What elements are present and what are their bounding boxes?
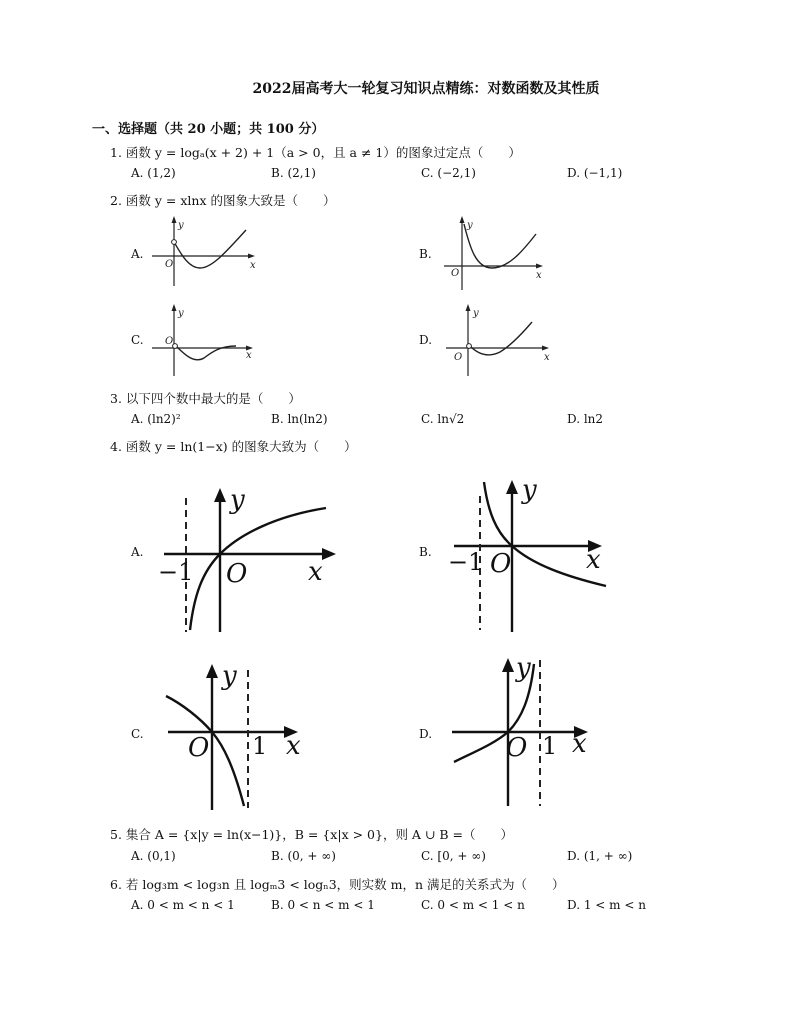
q2-option-b[interactable]: B.	[419, 247, 432, 261]
q6-option-c[interactable]: C. 0 < m < 1 < n	[421, 898, 525, 912]
graph-d-y-label: y	[473, 308, 479, 319]
question-6-stem: 6. 若 log₃m < log₃n 且 logₘ3 < logₙ3，则实数 m，n 满足的关系式为（ ）	[110, 877, 565, 892]
q4-option-c[interactable]: C.	[131, 727, 144, 741]
q5-option-d[interactable]: D. (1, + ∞)	[567, 849, 633, 863]
q6-option-d[interactable]: D. 1 < m < n	[567, 898, 646, 912]
graph-4a-y-label: y	[230, 485, 245, 515]
q1-option-d[interactable]: D. (−1,1)	[567, 166, 623, 180]
graph-4c-one: 1	[252, 732, 268, 760]
graph-a-y-label: y	[178, 220, 184, 231]
graph-4b-neg-one: −1	[448, 548, 484, 576]
graph-4b-origin: O	[490, 549, 512, 579]
q5-option-b[interactable]: B. (0, + ∞)	[271, 849, 336, 863]
graph-4b-y-label: y	[522, 475, 537, 505]
q4-graph-d	[446, 654, 606, 810]
q2-graph-c	[148, 302, 260, 378]
q2-option-d[interactable]: D.	[419, 333, 433, 347]
graph-c-x-label: x	[246, 350, 252, 361]
q4-graph-b	[444, 476, 614, 636]
q2-graph-d	[440, 302, 556, 378]
section-heading: 一、选择题（共 20 小题；共 100 分）	[92, 122, 325, 137]
graph-a-x-label: x	[250, 260, 256, 271]
graph-4a-origin: O	[226, 559, 248, 589]
graph-c-origin-label: O	[165, 336, 174, 347]
graph-4a-x-label: x	[308, 557, 323, 587]
graph-b-y-label: y	[467, 220, 473, 231]
q4-option-d[interactable]: D.	[419, 727, 433, 741]
q1-option-a[interactable]: A. (1,2)	[131, 166, 176, 180]
q4-option-b[interactable]: B.	[419, 545, 432, 559]
graph-4d-origin: O	[506, 733, 528, 763]
q2-option-c[interactable]: C.	[131, 333, 144, 347]
q5-option-a[interactable]: A. (0,1)	[131, 849, 176, 863]
q2-graph-a	[148, 214, 260, 290]
q4-option-a[interactable]: A.	[131, 545, 144, 559]
question-5-stem: 5. 集合 A = {x|y = ln(x−1)}，B = {x|x > 0}，则 A ∪ B =（ ）	[110, 827, 513, 842]
q3-option-a[interactable]: A. (ln2)²	[131, 412, 181, 426]
q4-graph-a	[154, 484, 344, 634]
question-4-stem: 4. 函数 y = ln(1−x) 的图象大致为（ ）	[110, 439, 357, 454]
graph-4b-x-label: x	[586, 545, 601, 575]
q2-graph-b	[440, 214, 552, 290]
graph-c-y-label: y	[178, 308, 184, 319]
q3-option-b[interactable]: B. ln(ln2)	[271, 412, 328, 426]
graph-a-origin-label: O	[165, 259, 174, 270]
q3-option-c[interactable]: C. ln√2	[421, 412, 465, 426]
graph-d-x-label: x	[544, 352, 550, 363]
graph-4c-origin: O	[188, 733, 210, 763]
q1-option-b[interactable]: B. (2,1)	[271, 166, 316, 180]
question-1-stem: 1. 函数 y = logₐ(x + 2) + 1（a > 0，且 a ≠ 1）的图象过定点（ ）	[110, 145, 521, 160]
q5-option-c[interactable]: C. [0, + ∞)	[421, 849, 486, 863]
graph-b-origin-label: O	[451, 268, 460, 279]
q3-option-d[interactable]: D. ln2	[567, 412, 604, 426]
graph-4d-x-label: x	[572, 729, 587, 759]
graph-4a-neg-one: −1	[158, 558, 194, 586]
q1-option-c[interactable]: C. (−2,1)	[421, 166, 476, 180]
q4-graph-c	[162, 660, 322, 812]
question-2-stem: 2. 函数 y = xlnx 的图象大致是（ ）	[110, 193, 336, 208]
q6-option-a[interactable]: A. 0 < m < n < 1	[131, 898, 235, 912]
graph-4c-x-label: x	[286, 731, 301, 761]
graph-4d-y-label: y	[516, 653, 531, 683]
q6-option-b[interactable]: B. 0 < n < m < 1	[271, 898, 375, 912]
graph-d-origin-label: O	[454, 352, 463, 363]
graph-b-x-label: x	[536, 270, 542, 281]
q2-option-a[interactable]: A.	[131, 247, 144, 261]
page-title: 2022届高考大一轮复习知识点精练：对数函数及其性质	[252, 81, 600, 97]
question-3-stem: 3. 以下四个数中最大的是（ ）	[110, 391, 301, 406]
graph-4c-y-label: y	[222, 661, 237, 691]
graph-4d-one: 1	[542, 732, 558, 760]
